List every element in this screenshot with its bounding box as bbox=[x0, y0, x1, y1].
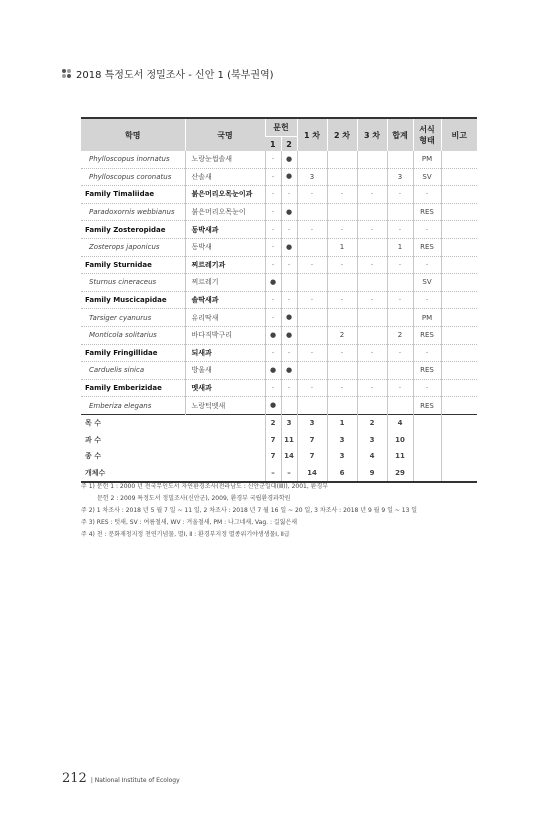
korean-name-cell: 되새과 bbox=[185, 344, 265, 362]
scientific-name-cell: Family Fringillidae bbox=[81, 344, 185, 362]
total-cell bbox=[387, 274, 413, 292]
literature-1-cell: · bbox=[265, 291, 281, 309]
summary-c1-cell: 3 bbox=[297, 414, 327, 431]
summary-c1-cell: 7 bbox=[297, 432, 327, 449]
remark-cell bbox=[441, 186, 477, 204]
literature-2-cell: · bbox=[281, 344, 297, 362]
col-header-korean-name: 국명 bbox=[185, 118, 265, 151]
survey-1-cell: · bbox=[297, 344, 327, 362]
table-row bbox=[81, 397, 477, 415]
korean-name-cell: 찌르레기 bbox=[185, 274, 265, 292]
korean-name-cell: 유리딱새 bbox=[185, 309, 265, 327]
scientific-name-cell: Carduelis sinica bbox=[81, 362, 185, 380]
literature-1-cell: · bbox=[265, 221, 281, 239]
korean-name-cell: 방울새 bbox=[185, 362, 265, 380]
page-number: 212 bbox=[62, 771, 87, 786]
total-cell: 2 bbox=[387, 326, 413, 344]
survey-1-cell bbox=[297, 397, 327, 415]
table-row bbox=[81, 362, 477, 380]
summary-t-cell: 11 bbox=[387, 448, 413, 465]
bird-species-table bbox=[81, 117, 477, 483]
survey-2-cell bbox=[327, 151, 357, 168]
literature-2-cell: ● bbox=[281, 168, 297, 186]
survey-3-cell bbox=[357, 397, 387, 415]
summary-l2-cell: 14 bbox=[281, 448, 297, 465]
summary-row bbox=[81, 432, 477, 449]
korean-name-cell: 붉은머리오목눈이과 bbox=[185, 186, 265, 204]
scientific-name-cell: Phylloscopus coronatus bbox=[81, 168, 185, 186]
korean-name-cell: 동박새 bbox=[185, 238, 265, 256]
summary-c3-cell: 4 bbox=[357, 448, 387, 465]
header-dots-icon bbox=[62, 69, 71, 78]
table-row bbox=[81, 274, 477, 292]
survey-1-cell: · bbox=[297, 291, 327, 309]
literature-2-cell bbox=[281, 397, 297, 415]
summary-c2-cell: 3 bbox=[327, 448, 357, 465]
institute-name: | National Institute of Ecology bbox=[90, 777, 180, 784]
summary-empty-cell bbox=[413, 448, 441, 465]
survey-1-cell bbox=[297, 238, 327, 256]
remark-cell bbox=[441, 344, 477, 362]
remark-cell bbox=[441, 168, 477, 186]
literature-2-cell bbox=[281, 274, 297, 292]
korean-name-cell: 산솔새 bbox=[185, 168, 265, 186]
total-cell: · bbox=[387, 256, 413, 274]
literature-1-cell: · bbox=[265, 151, 281, 168]
survey-2-cell bbox=[327, 203, 357, 221]
survey-1-cell: · bbox=[297, 221, 327, 239]
survey-3-cell bbox=[357, 151, 387, 168]
survey-3-cell bbox=[357, 168, 387, 186]
summary-t-cell: 29 bbox=[387, 465, 413, 483]
page-footer bbox=[62, 771, 180, 786]
scientific-name-cell: Emberiza elegans bbox=[81, 397, 185, 415]
scientific-name-cell: Family Emberizidae bbox=[81, 379, 185, 397]
note-line: 주 2) 1 차조사 : 2018 년 5 월 7 일 ~ 11 일, 2 차조사 : 2018 년 7 월 16 일 ~ 20 일, 3 차조사 : 2018 년 9 월 9 일 ~ 13 일 bbox=[81, 507, 418, 514]
survey-1-cell: · bbox=[297, 186, 327, 204]
habitat-type-cell: · bbox=[413, 291, 441, 309]
literature-2-cell: ● bbox=[281, 203, 297, 221]
scientific-name-cell: Paradoxornis webbianus bbox=[81, 203, 185, 221]
species-rows bbox=[81, 151, 477, 414]
scientific-name-cell: Family Muscicapidae bbox=[81, 291, 185, 309]
habitat-type-cell: PM bbox=[413, 309, 441, 327]
literature-1-cell: ● bbox=[265, 326, 281, 344]
korean-name-cell: 멧새과 bbox=[185, 379, 265, 397]
survey-1-cell: · bbox=[297, 379, 327, 397]
survey-2-cell bbox=[327, 362, 357, 380]
habitat-type-cell: · bbox=[413, 344, 441, 362]
col-header-survey-2: 2 차 bbox=[327, 118, 357, 151]
summary-l1-cell: 2 bbox=[265, 414, 281, 431]
remark-cell bbox=[441, 326, 477, 344]
summary-label: 과 수 bbox=[85, 435, 101, 444]
literature-1-cell: · bbox=[265, 309, 281, 327]
habitat-type-cell: SV bbox=[413, 274, 441, 292]
summary-c1-cell: 14 bbox=[297, 465, 327, 483]
note-line: 주 1) 문헌 1 : 2000 년 전국무인도서 자연환경조사(전라남도 : 신안군일대(Ⅲ)), 2001, 환경부 bbox=[81, 483, 329, 490]
survey-3-cell: · bbox=[357, 344, 387, 362]
remark-cell bbox=[441, 379, 477, 397]
remark-cell bbox=[441, 362, 477, 380]
habitat-type-cell: SV bbox=[413, 168, 441, 186]
summary-c3-cell: 2 bbox=[357, 414, 387, 431]
scientific-name-cell: Monticola solitarius bbox=[81, 326, 185, 344]
survey-2-cell bbox=[327, 309, 357, 327]
literature-2-cell: ● bbox=[281, 238, 297, 256]
survey-1-cell bbox=[297, 362, 327, 380]
survey-2-cell: 1 bbox=[327, 238, 357, 256]
literature-2-cell: · bbox=[281, 221, 297, 239]
literature-2-cell: · bbox=[281, 186, 297, 204]
total-cell bbox=[387, 203, 413, 221]
summary-l1-cell: 7 bbox=[265, 448, 281, 465]
summary-label: 목 수 bbox=[85, 419, 101, 428]
summary-empty-cell bbox=[413, 414, 441, 431]
scientific-name-cell: Family Timaliidae bbox=[81, 186, 185, 204]
scientific-name-cell: Tarsiger cyanurus bbox=[81, 309, 185, 327]
summary-empty-cell bbox=[441, 414, 477, 431]
korean-name-cell: 붉은머리오목눈이 bbox=[185, 203, 265, 221]
habitat-type-cell: RES bbox=[413, 326, 441, 344]
note-line: 문헌 2 : 2009 특정도서 정밀조사(신안군), 2009, 환경부 국립환경과학원 bbox=[97, 495, 291, 502]
table-row bbox=[81, 186, 477, 204]
remark-cell bbox=[441, 203, 477, 221]
table-row bbox=[81, 291, 477, 309]
habitat-type-cell: · bbox=[413, 256, 441, 274]
survey-1-cell bbox=[297, 151, 327, 168]
survey-1-cell bbox=[297, 309, 327, 327]
col-header-survey-3: 3 차 bbox=[357, 118, 387, 151]
literature-2-cell: ● bbox=[281, 362, 297, 380]
survey-3-cell bbox=[357, 203, 387, 221]
scientific-name-cell: Phylloscopus inornatus bbox=[81, 151, 185, 168]
table-row bbox=[81, 151, 477, 168]
summary-c2-cell: 6 bbox=[327, 465, 357, 483]
summary-t-cell: 4 bbox=[387, 414, 413, 431]
col-header-literature: 문헌 bbox=[265, 118, 297, 137]
literature-1-cell: · bbox=[265, 203, 281, 221]
literature-1-cell: · bbox=[265, 379, 281, 397]
total-cell bbox=[387, 151, 413, 168]
literature-1-cell: ● bbox=[265, 274, 281, 292]
literature-2-cell: ● bbox=[281, 326, 297, 344]
survey-2-cell: · bbox=[327, 186, 357, 204]
summary-label: 개체수 bbox=[85, 468, 106, 477]
scientific-name-cell: Zosterops japonicus bbox=[81, 238, 185, 256]
total-cell: · bbox=[387, 379, 413, 397]
korean-name-cell: 바다직박구리 bbox=[185, 326, 265, 344]
literature-1-cell: · bbox=[265, 168, 281, 186]
summary-empty-cell bbox=[413, 432, 441, 449]
survey-2-cell bbox=[327, 397, 357, 415]
total-cell: 1 bbox=[387, 238, 413, 256]
col-header-remark: 비고 bbox=[441, 118, 477, 151]
survey-1-cell bbox=[297, 274, 327, 292]
col-header-literature-2: 2 bbox=[281, 137, 297, 152]
summary-t-cell: 10 bbox=[387, 432, 413, 449]
survey-3-cell bbox=[357, 362, 387, 380]
summary-c3-cell: 9 bbox=[357, 465, 387, 483]
survey-3-cell bbox=[357, 309, 387, 327]
note-line: 주 3) RES : 텃새, SV : 여름철새, WV : 겨울철새, PM : 나그네새, Vag. : 길잃은새 bbox=[81, 519, 298, 526]
habitat-type-cell: RES bbox=[413, 203, 441, 221]
summary-row bbox=[81, 414, 477, 431]
survey-2-cell bbox=[327, 274, 357, 292]
remark-cell bbox=[441, 221, 477, 239]
survey-3-cell: · bbox=[357, 221, 387, 239]
summary-rows bbox=[81, 414, 477, 482]
remark-cell bbox=[441, 397, 477, 415]
survey-2-cell: · bbox=[327, 291, 357, 309]
total-cell: · bbox=[387, 186, 413, 204]
survey-2-cell: · bbox=[327, 379, 357, 397]
table-row bbox=[81, 168, 477, 186]
scientific-name-cell: Sturnus cineraceus bbox=[81, 274, 185, 292]
habitat-type-cell: · bbox=[413, 379, 441, 397]
summary-l1-cell: 7 bbox=[265, 432, 281, 449]
running-header bbox=[62, 66, 274, 81]
literature-1-cell: · bbox=[265, 344, 281, 362]
korean-name-cell: 노랑눈썹솔새 bbox=[185, 151, 265, 168]
habitat-type-cell: RES bbox=[413, 362, 441, 380]
survey-3-cell: · bbox=[357, 256, 387, 274]
summary-c2-cell: 1 bbox=[327, 414, 357, 431]
summary-c2-cell: 3 bbox=[327, 432, 357, 449]
korean-name-cell: 동박새과 bbox=[185, 221, 265, 239]
survey-3-cell: · bbox=[357, 186, 387, 204]
habitat-type-cell: RES bbox=[413, 238, 441, 256]
col-header-total: 합계 bbox=[387, 118, 413, 151]
total-cell: · bbox=[387, 344, 413, 362]
survey-1-cell bbox=[297, 326, 327, 344]
col-header-literature-1: 1 bbox=[265, 137, 281, 152]
table-row bbox=[81, 326, 477, 344]
literature-2-cell: ● bbox=[281, 151, 297, 168]
literature-2-cell: · bbox=[281, 256, 297, 274]
summary-empty-cell bbox=[441, 432, 477, 449]
summary-c3-cell: 3 bbox=[357, 432, 387, 449]
col-header-survey-1: 1 차 bbox=[297, 118, 327, 151]
survey-2-cell: · bbox=[327, 344, 357, 362]
summary-l2-cell: 11 bbox=[281, 432, 297, 449]
habitat-type-cell: · bbox=[413, 221, 441, 239]
total-cell: 3 bbox=[387, 168, 413, 186]
survey-3-cell bbox=[357, 326, 387, 344]
summary-row bbox=[81, 465, 477, 483]
summary-c1-cell: 7 bbox=[297, 448, 327, 465]
summary-l2-cell: 3 bbox=[281, 414, 297, 431]
summary-row bbox=[81, 448, 477, 465]
table-notes bbox=[81, 481, 481, 541]
literature-1-cell: ● bbox=[265, 362, 281, 380]
total-cell bbox=[387, 309, 413, 327]
note-line: 주 4) 천 : 문화재청지정 천연기념물, 멸Ⅰ, Ⅱ : 환경부지정 멸종위기야생생물Ⅰ, Ⅱ급 bbox=[81, 531, 290, 538]
table-row bbox=[81, 344, 477, 362]
col-header-scientific-name: 학명 bbox=[81, 118, 185, 151]
literature-2-cell: ● bbox=[281, 309, 297, 327]
literature-2-cell: · bbox=[281, 291, 297, 309]
summary-label: 종 수 bbox=[85, 452, 101, 461]
survey-3-cell: · bbox=[357, 379, 387, 397]
scientific-name-cell: Family Sturnidae bbox=[81, 256, 185, 274]
habitat-type-cell: · bbox=[413, 186, 441, 204]
literature-1-cell: ● bbox=[265, 397, 281, 415]
korean-name-cell: 찌르레기과 bbox=[185, 256, 265, 274]
table-row bbox=[81, 221, 477, 239]
col-header-habitat-type: 서식 형태 bbox=[413, 118, 441, 151]
literature-1-cell: · bbox=[265, 256, 281, 274]
table-row bbox=[81, 256, 477, 274]
summary-empty-cell bbox=[441, 465, 477, 483]
remark-cell bbox=[441, 309, 477, 327]
literature-1-cell: · bbox=[265, 186, 281, 204]
remark-cell bbox=[441, 151, 477, 168]
total-cell: · bbox=[387, 291, 413, 309]
total-cell bbox=[387, 362, 413, 380]
summary-l1-cell: – bbox=[265, 465, 281, 483]
habitat-type-cell: PM bbox=[413, 151, 441, 168]
survey-3-cell: · bbox=[357, 291, 387, 309]
survey-1-cell: 3 bbox=[297, 168, 327, 186]
survey-2-cell bbox=[327, 168, 357, 186]
korean-name-cell: 솔딱새과 bbox=[185, 291, 265, 309]
header-title: 2018 특정도서 정밀조사 - 신안 1 (북부권역) bbox=[76, 70, 274, 81]
remark-cell bbox=[441, 291, 477, 309]
survey-3-cell bbox=[357, 238, 387, 256]
table-row bbox=[81, 203, 477, 221]
literature-1-cell: · bbox=[265, 238, 281, 256]
survey-2-cell: 2 bbox=[327, 326, 357, 344]
survey-2-cell: · bbox=[327, 256, 357, 274]
table-row bbox=[81, 309, 477, 327]
table-row bbox=[81, 238, 477, 256]
literature-2-cell: · bbox=[281, 379, 297, 397]
survey-3-cell bbox=[357, 274, 387, 292]
remark-cell bbox=[441, 256, 477, 274]
summary-empty-cell bbox=[441, 448, 477, 465]
summary-l2-cell: – bbox=[281, 465, 297, 483]
survey-1-cell bbox=[297, 203, 327, 221]
survey-2-cell: · bbox=[327, 221, 357, 239]
habitat-type-cell: RES bbox=[413, 397, 441, 415]
scientific-name-cell: Family Zosteropidae bbox=[81, 221, 185, 239]
total-cell: · bbox=[387, 221, 413, 239]
summary-empty-cell bbox=[413, 465, 441, 483]
table-row bbox=[81, 379, 477, 397]
remark-cell bbox=[441, 274, 477, 292]
remark-cell bbox=[441, 238, 477, 256]
survey-1-cell: · bbox=[297, 256, 327, 274]
total-cell bbox=[387, 397, 413, 415]
korean-name-cell: 노랑턱멧새 bbox=[185, 397, 265, 415]
